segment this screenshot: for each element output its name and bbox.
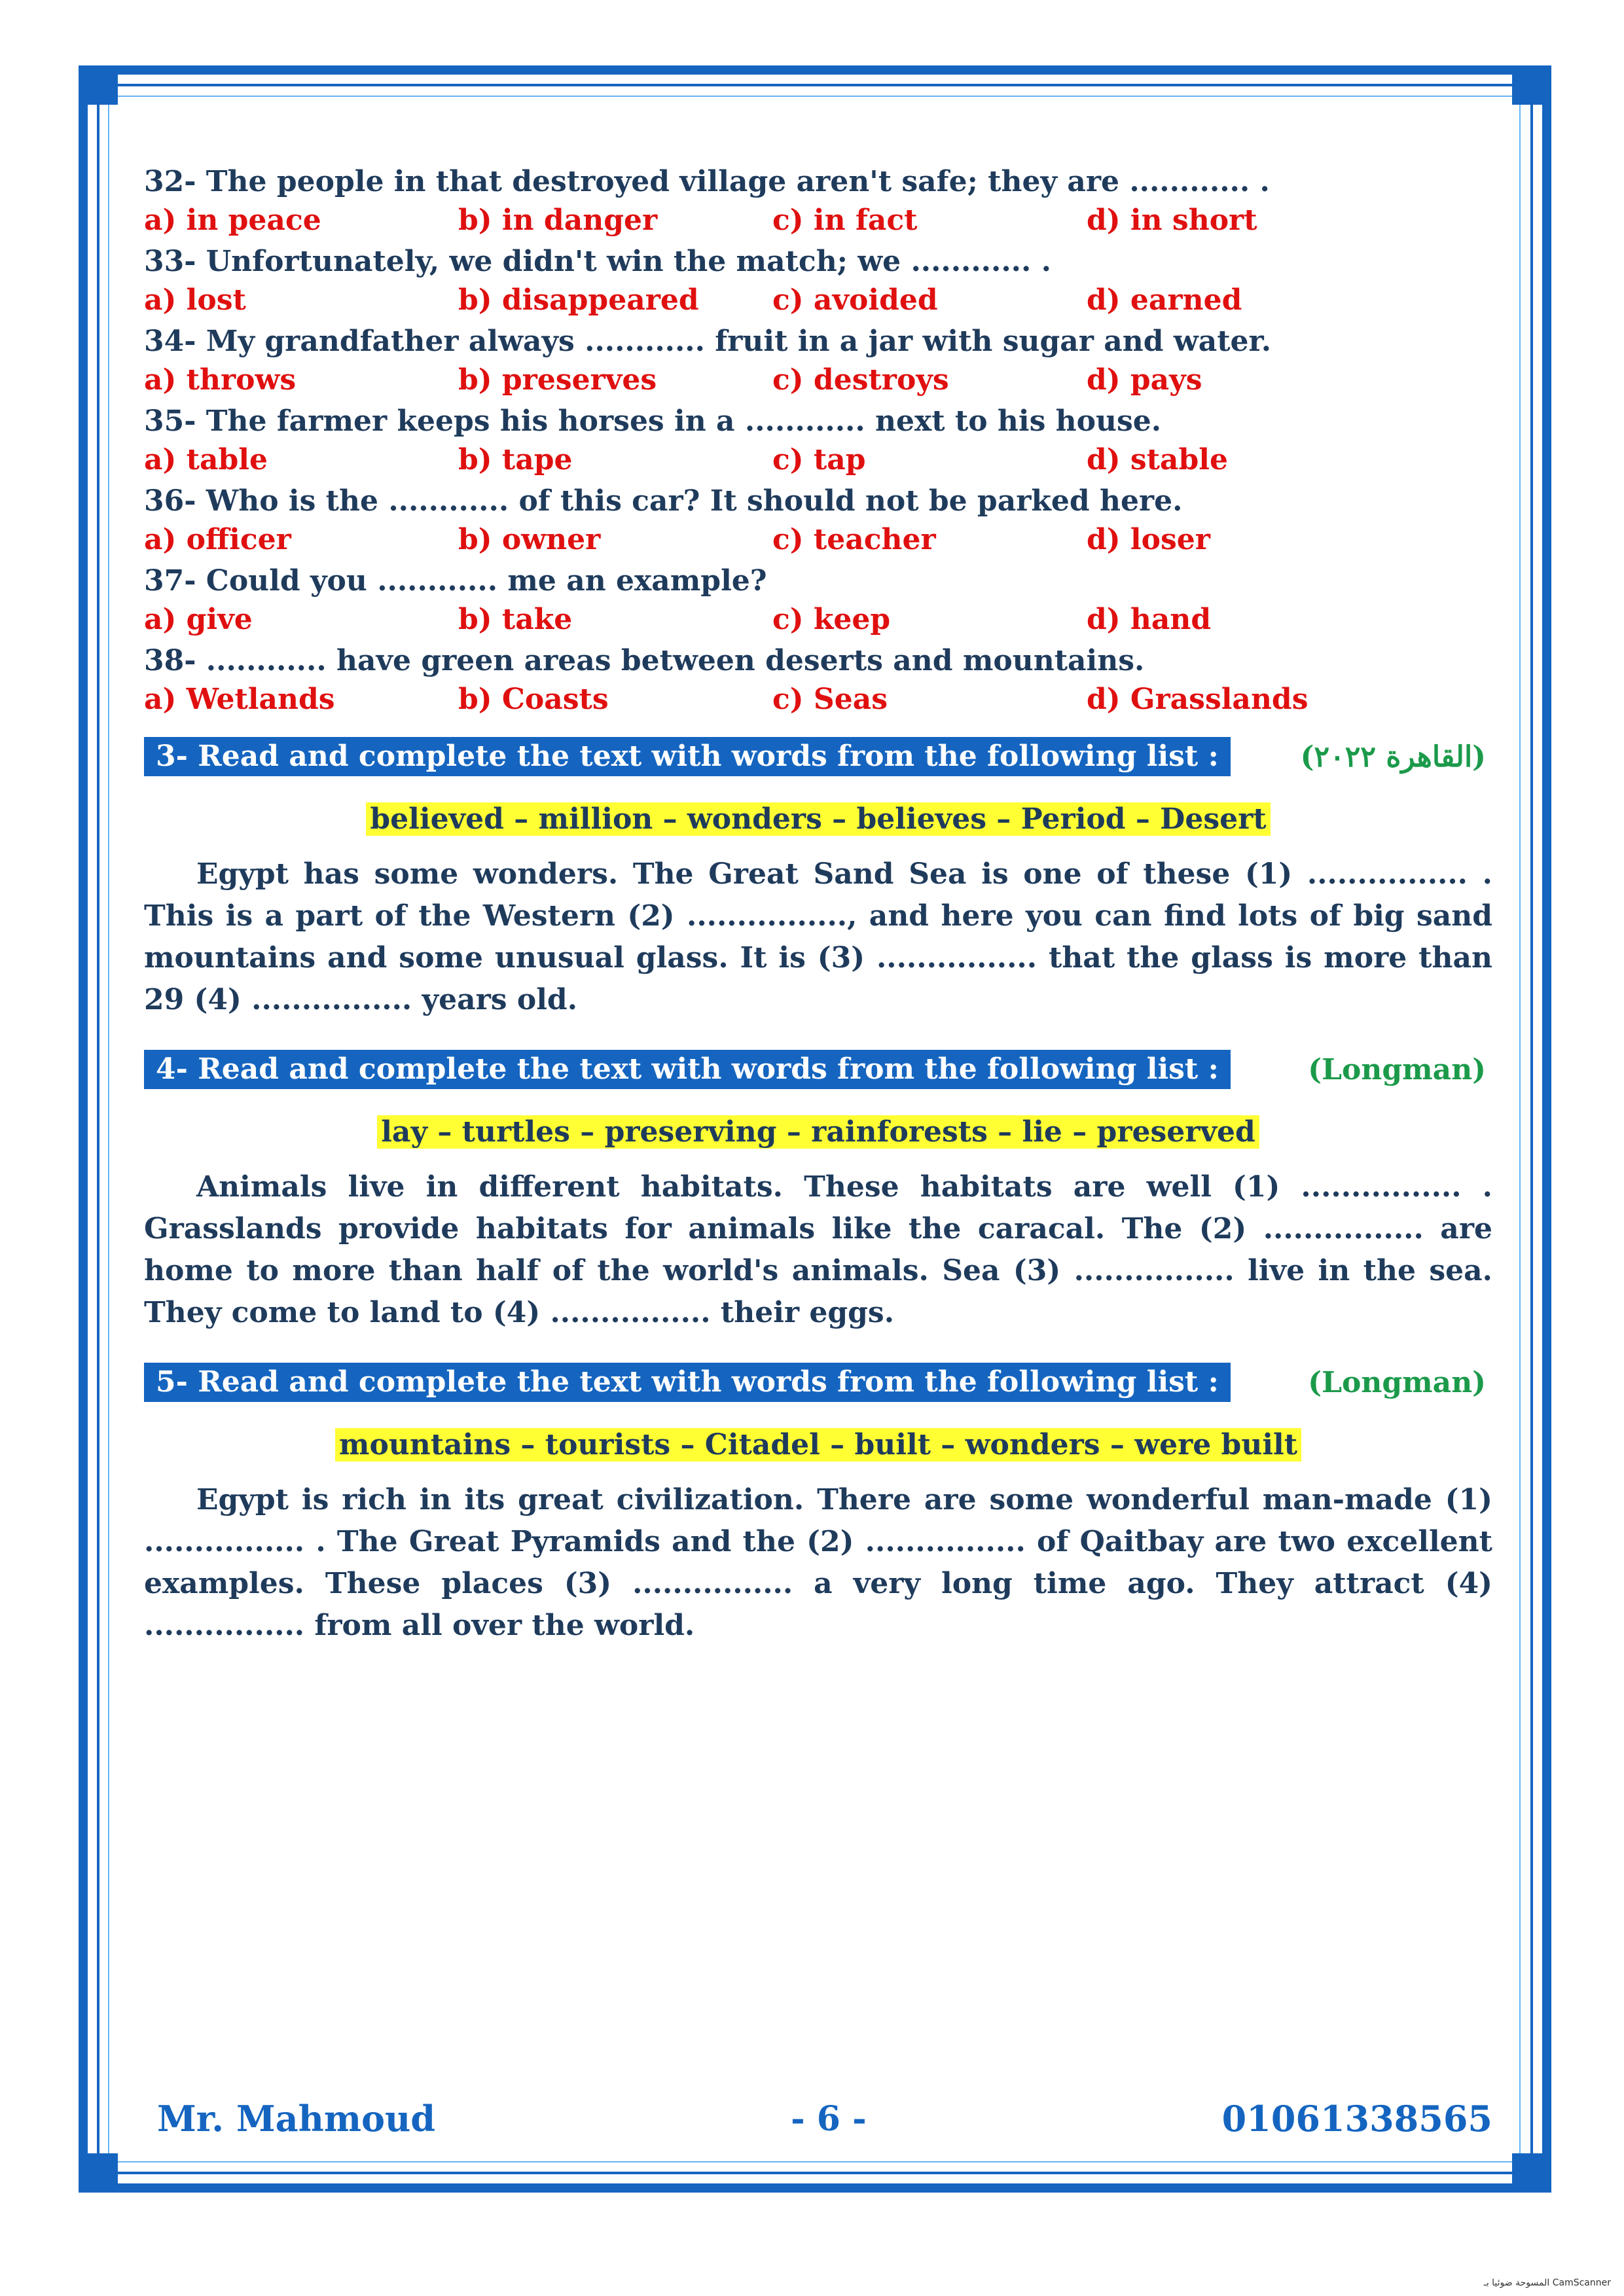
question-text: 36- Who is the ............ of this car? It should not be parked here. (144, 484, 1183, 518)
question-text: 37- Could you ............ me an example? (144, 564, 767, 598)
section-header (144, 1363, 1492, 1402)
option-a: a) officer (144, 523, 291, 556)
question-text: 35- The farmer keeps his horses in a ............ next to his house. (144, 404, 1162, 438)
question-text: 38- ............ have green areas between deserts and mountains. (144, 644, 1145, 677)
option-c: c) in fact (772, 204, 918, 237)
section-header (144, 1050, 1492, 1089)
word-list: believed – million – wonders – believes – Period – Desert (366, 802, 1270, 836)
option-b: b) take (458, 603, 573, 636)
section-source: (Longman) (1308, 1365, 1486, 1399)
question-33 (144, 242, 1492, 319)
option-d: d) hand (1087, 603, 1212, 636)
option-c: c) tap (772, 443, 866, 476)
option-d: d) in short (1087, 204, 1257, 237)
border-corner (79, 65, 118, 105)
option-c: c) destroys (772, 363, 949, 397)
word-list: mountains – tourists – Citadel – built – wonders – were built (335, 1428, 1301, 1462)
border-corner (79, 2153, 118, 2193)
border-corner (1512, 65, 1551, 105)
page-footer (157, 2098, 1492, 2140)
section-header (144, 737, 1492, 776)
answer-options (144, 441, 1492, 479)
question-35 (144, 402, 1492, 479)
option-d: d) stable (1087, 443, 1228, 476)
section-title: 4- Read and complete the text with words from the following list : (144, 1050, 1231, 1089)
question-text: 32- The people in that destroyed village aren't safe; they are ............ . (144, 165, 1270, 198)
question-38 (144, 641, 1492, 719)
option-b: b) disappeared (458, 283, 699, 317)
section-title: 5- Read and complete the text with words from the following list : (144, 1363, 1231, 1402)
answer-options (144, 281, 1492, 319)
passage-text: Egypt is rich in its great civilization. There are some wonderful man-made (1) ................ . The Great Pyramids and the (2) ................ of Qaitbay are two excellent examples. These places (3) ................ a very long time ago. They attract (4) ................ from all over the world. (144, 1483, 1492, 1642)
scanner-label: CamScanner المسوحة ضوئيا بـ (1483, 2278, 1611, 2288)
section-title: 3- Read and complete the text with words from the following list : (144, 737, 1231, 776)
option-c: c) avoided (772, 283, 938, 317)
section-source: (Longman) (1308, 1052, 1486, 1086)
option-b: b) Coasts (458, 683, 609, 716)
answer-options (144, 601, 1492, 639)
border-corner (1512, 2153, 1551, 2193)
answer-options (144, 521, 1492, 559)
word-list-row (144, 1427, 1492, 1463)
option-b: b) owner (458, 523, 601, 556)
section-4 (144, 1050, 1492, 1334)
section-source: (القاهرة ٢٠٢٢) (1300, 740, 1486, 774)
option-b: b) in danger (458, 204, 658, 237)
question-text: 34- My grandfather always ............ fruit in a jar with sugar and water. (144, 325, 1272, 358)
question-32 (144, 162, 1492, 240)
option-d: d) loser (1087, 523, 1210, 556)
answer-options (144, 681, 1492, 719)
worksheet-content (144, 162, 1492, 1676)
option-d: d) Grasslands (1087, 683, 1308, 716)
footer-phone: 01061338565 (1221, 2098, 1492, 2140)
option-d: d) pays (1087, 363, 1202, 397)
option-b: b) tape (458, 443, 573, 476)
answer-options (144, 361, 1492, 399)
passage-text: Animals live in different habitats. These habitats are well (1) ................ . Grasslands provide habitats for animals like the caracal. The (2) ................ are home to more than half of the world's animals. Sea (3) ................ live in the sea. They come to land to (4) ................ their eggs. (144, 1170, 1492, 1329)
word-list-row (144, 801, 1492, 838)
option-a: a) table (144, 443, 268, 476)
question-37 (144, 562, 1492, 639)
option-a: a) lost (144, 283, 246, 317)
word-list: lay – turtles – preserving – rainforests – lie – preserved (377, 1115, 1259, 1149)
option-b: b) preserves (458, 363, 657, 397)
option-d: d) earned (1087, 283, 1242, 317)
option-c: c) teacher (772, 523, 936, 556)
option-c: c) keep (772, 603, 891, 636)
question-34 (144, 322, 1492, 399)
footer-author: Mr. Mahmoud (157, 2098, 436, 2140)
option-a: a) throws (144, 363, 297, 397)
option-c: c) Seas (772, 683, 888, 716)
question-text: 33- Unfortunately, we didn't win the match; we ............ . (144, 245, 1051, 278)
passage-text: Egypt has some wonders. The Great Sand Sea is one of these (1) ................ . This is a part of the Western (2) ................, and here you can find lots of big sand mountains and some unusual glass. It is (3) ................ that the glass is more than 29 (4) ................ years old. (144, 857, 1492, 1016)
word-list-row (144, 1114, 1492, 1151)
section-3 (144, 737, 1492, 1021)
section-5 (144, 1363, 1492, 1647)
page-number: - 6 - (791, 2098, 867, 2139)
question-36 (144, 482, 1492, 559)
option-a: a) Wetlands (144, 683, 335, 716)
answer-options (144, 202, 1492, 240)
option-a: a) give (144, 603, 253, 636)
option-a: a) in peace (144, 204, 321, 237)
